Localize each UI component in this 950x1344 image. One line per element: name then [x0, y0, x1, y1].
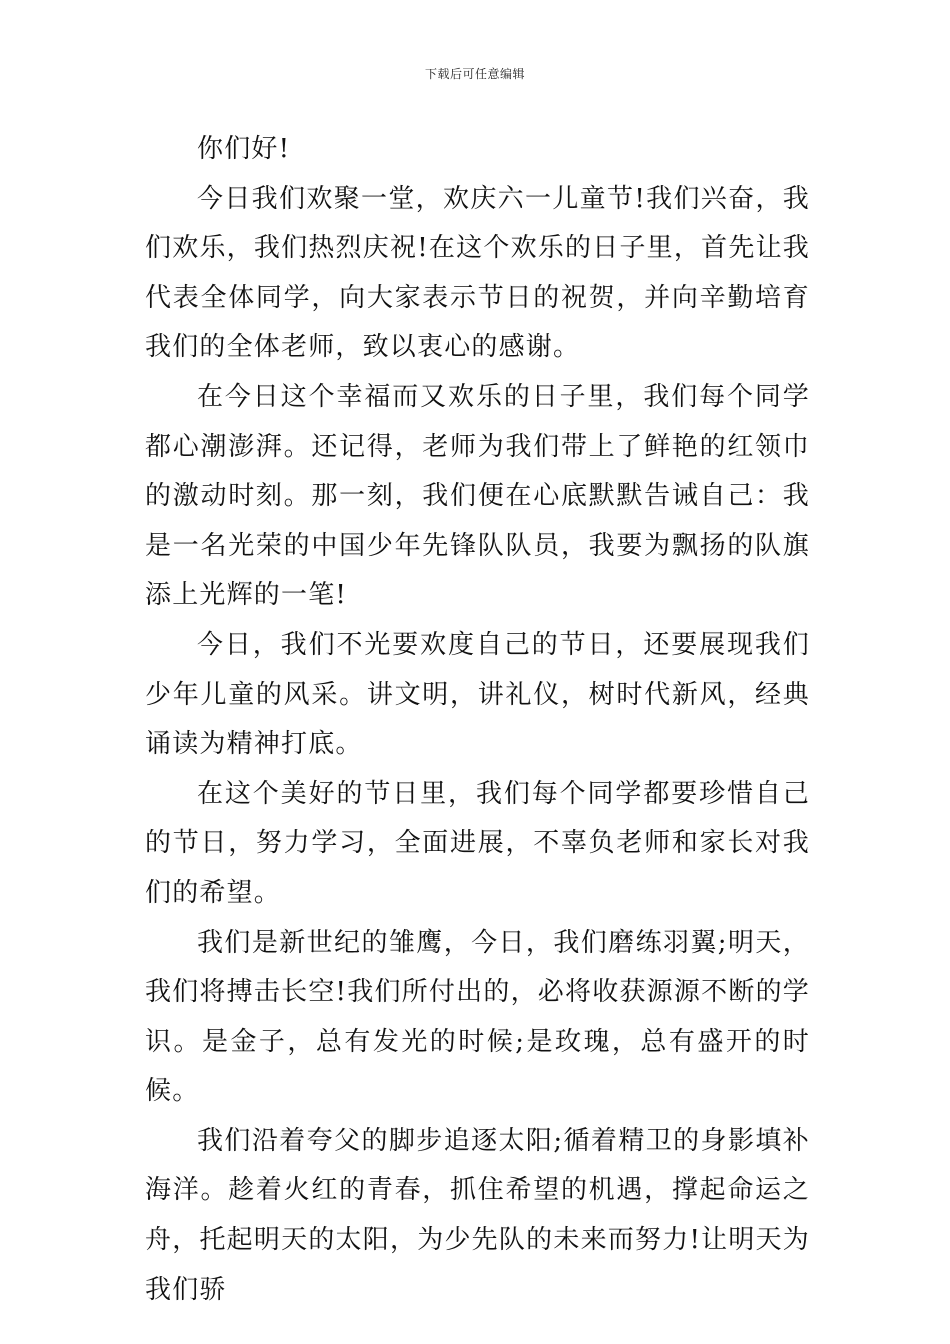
- paragraph-young-eagles: 我们是新世纪的雏鹰，今日，我们磨练羽翼;明天，我们将搏击长空!我们所付出的，必将收获源源不断的学识。是金子，总有发光的时候;是玫瑰，总有盛开的时候。: [145, 927, 810, 1107]
- paragraph-children-style: 今日，我们不光要欢度自己的节日，还要展现我们少年儿童的风采。讲文明，讲礼仪，树时代新风，经典诵读为精神打底。: [145, 629, 810, 760]
- document-body: [145, 125, 810, 1315]
- page-header-note: 下载后可任意编辑: [424, 67, 525, 81]
- paragraph-cherish-festival: 在这个美好的节日里，我们每个同学都要珍惜自己的节日，努力学习，全面进展，不辜负老师和家长对我们的希望。: [145, 778, 810, 908]
- paragraph-red-scarf: 在今日这个幸福而又欢乐的日子里，我们每个同学都心潮澎湃。还记得，老师为我们带上了鲜艳的红领巾的激动时刻。那一刻，我们便在心底默默告诫自己：我是一名光荣的中国少年先锋队队员，我要为飘扬的队旗添上光辉的一笔!: [145, 381, 810, 611]
- paragraph-greeting: 你们好!: [197, 134, 291, 164]
- paragraph-chase-sun: 我们沿着夸父的脚步追逐太阳;循着精卫的身影填补海洋。趁着火红的青春，抓住希望的机遇，撑起命运之舟，托起明天的太阳，为少先队的未来而努力!让明天为我们骄: [145, 1125, 810, 1305]
- paragraph-celebration: 今日我们欢聚一堂，欢庆六一儿童节!我们兴奋，我们欢乐，我们热烈庆祝!在这个欢乐的日子里，首先让我代表全体同学，向大家表示节日的祝贺，并向辛勤培育我们的全体老师，致以衷心的感谢。: [145, 183, 810, 363]
